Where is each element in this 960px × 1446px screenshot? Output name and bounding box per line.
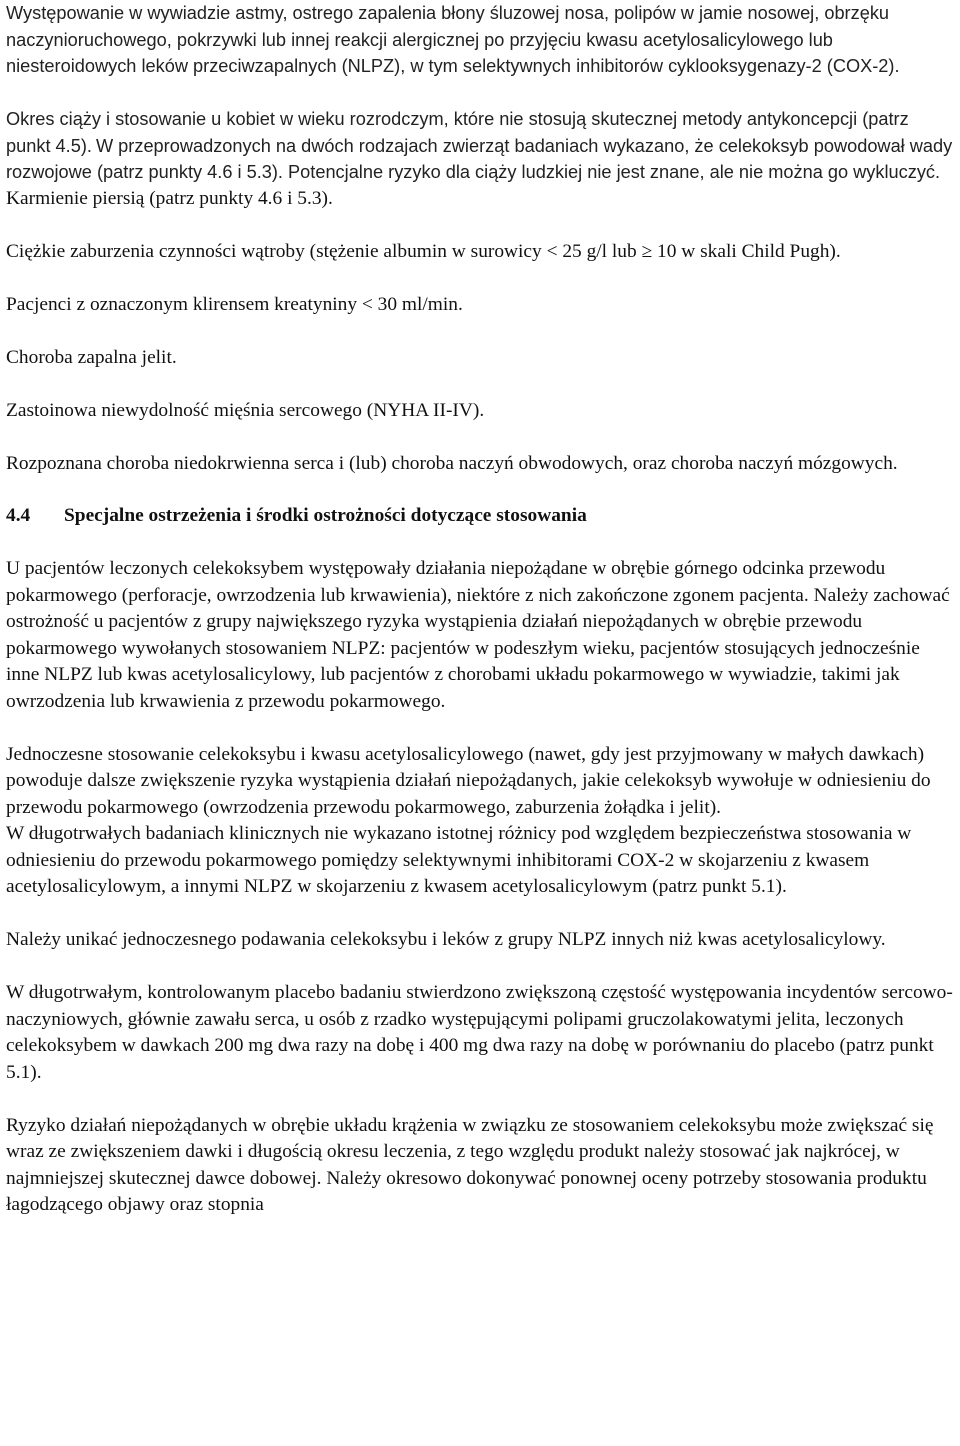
cardiovascular-risk-paragraph: Ryzyko działań niepożądanych w obrębie układu krążenia w związku ze stosowaniem celekoksybu może zwiększać się wraz ze zwiększeniem dawki i długością okresu leczenia, z tego względu produkt należy stosować jak najkrócej, w najmniejszej skutecznej dawce dobowej. Należy okresowo dokonywać ponownej oceny potrzeby stosowania produktu łagodzącego objawy oraz stopnia bbox=[6, 1114, 934, 1215]
contraindication-liver-paragraph: Ciężkie zaburzenia czynności wątroby (stężenie albumin w surowicy < 25 g/l lub ≥ 10 w skali Child Pugh). bbox=[6, 240, 841, 262]
cardiovascular-events-paragraph: W długotrwałym, kontrolowanym placebo badaniu stwierdzono zwiększoną częstość występowania incydentów sercowo-naczyniowych, głównie zawału serca, u osób z rzadko występującymi polipami gruczolakowatymi jelita, leczonych celekoksybem w dawkach 200 mg dwa razy na dobę i 400 mg dwa razy na dobę w porównaniu do placebo (patrz punkt 5.1). bbox=[6, 982, 953, 1083]
contraindication-ibd-paragraph: Choroba zapalna jelit. bbox=[6, 346, 177, 368]
avoid-nsaids-paragraph: Należy unikać jednoczesnego podawania celekoksybu i leków z grupy NLPZ innych niż kwas acetylosalicylowy. bbox=[6, 929, 886, 950]
animal-studies-text: W przeprowadzonych na dwóch rodzajach zwierząt badaniach wykazano, że celekoksyb powodował wady rozwojowe (patrz punkty 4.6 i 5.3). Potencjalne ryzyko dla ciąży ludzkiej nie jest znane, ale nie można go wykluczyć. bbox=[6, 135, 953, 182]
aspirin-coadministration-paragraph: Jednoczesne stosowanie celekoksybu i kwasu acetylosalicylowego (nawet, gdy jest przyjmowany w małych dawkach) powoduje dalsze zwiększenie ryzyka wystąpienia działań niepożądanych, jakie celekoksyb wywołuje w odniesieniu do przewodu pokarmowego (owrzodzenia przewodu pokarmowego, zaburzenia żołądka i jelit). bbox=[6, 743, 931, 818]
contraindication-pregnancy-paragraph bbox=[6, 106, 956, 212]
contraindication-allergy-paragraph: Występowanie w wywiadzie astmy, ostrego zapalenia błony śluzowej nosa, polipów w jamie nosowej, obrzęku naczynioruchowego, pokrzywki lub innej reakcji alergicznej po przyjęciu kwasu acetylosalicylowego lub niesteroidowych leków przeciwzapalnych (NLPZ), w tym selektywnych inhibitorów cyklooksygenazy-2 (COX-2). bbox=[6, 3, 900, 76]
gi-adverse-events-paragraph: U pacjentów leczonych celekoksybem występowały działania niepożądane w obrębie górnego odcinka przewodu pokarmowego (perforacje, owrzodzenia lub krwawienia), niektóre z nich zakończone zgonem pacjenta. Należy zachować ostrożność u pacjentów z grupy największego ryzyka wystąpienia działań niepożądanych w obrębie przewodu pokarmowego wywołanych stosowaniem NLPZ: pacjentów w podeszłym wieku, pacjentów stosujących jednocześnie inne NLPZ lub kwas acetylosalicylowy, lub pacjentów z chorobami układu pokarmowego w wywiadzie, takimi jak owrzodzenia lub krwawienia z przewodu pokarmowego. bbox=[6, 558, 950, 712]
contraindication-heart-failure-paragraph: Zastoinowa niewydolność mięśnia sercowego (NYHA II-IV). bbox=[6, 399, 485, 421]
contraindication-kidney-paragraph: Pacjenci z oznaczonym klirensem kreatyniny < 30 ml/min. bbox=[6, 293, 463, 315]
breastfeeding-text: Karmienie piersią (patrz punkty 4.6 i 5.3). bbox=[6, 187, 333, 209]
section-heading bbox=[6, 503, 956, 530]
section-title: Specjalne ostrzeżenia i środki ostrożności dotyczące stosowania bbox=[64, 505, 587, 526]
long-term-trials-paragraph: W długotrwałych badaniach klinicznych nie wykazano istotnej różnicy pod względem bezpieczeństwa stosowania w odniesieniu do przewodu pokarmowego pomiędzy selektywnymi inhibitorami COX-2 w skojarzeniu z kwasem acetylosalicylowym, a innymi NLPZ w skojarzeniu z kwasem acetylosalicylowym (patrz punkt 5.1). bbox=[6, 823, 912, 897]
section-number: 4.4 bbox=[6, 505, 31, 526]
contraindication-ischemic-paragraph: Rozpoznana choroba niedokrwienna serca i (lub) choroba naczyń obwodowych, oraz choroba naczyń mózgowych. bbox=[6, 452, 898, 474]
pregnancy-text: Okres ciąży i stosowanie u kobiet w wieku rozrodczym, które nie stosują skutecznej metody antykoncepcji (patrz punkt 4.5). bbox=[6, 109, 909, 156]
document-page bbox=[6, 0, 956, 1219]
